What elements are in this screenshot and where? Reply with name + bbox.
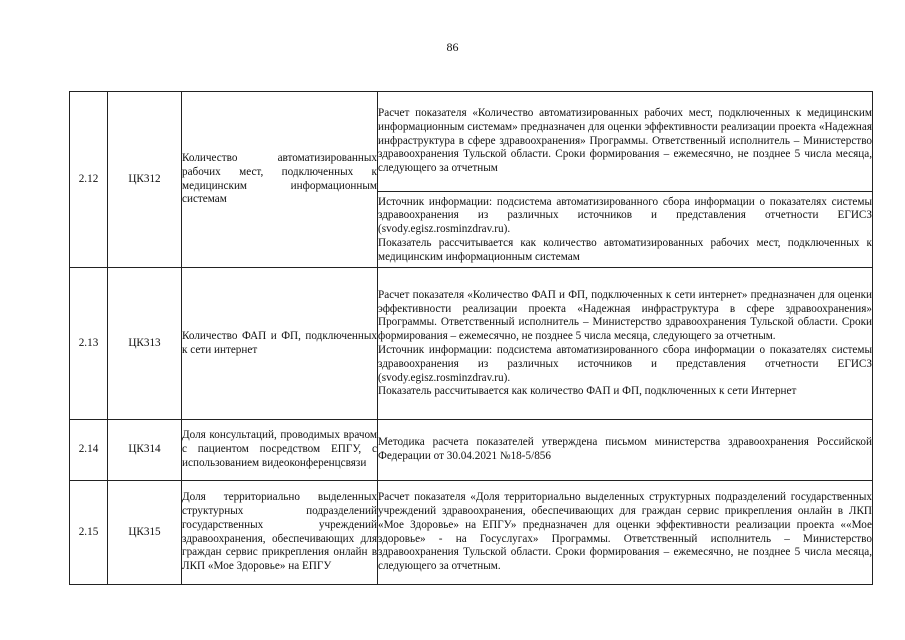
indicator-name: Количество автоматизированных рабочих мест, подключенных к медицинским информационным системам bbox=[182, 92, 378, 268]
row-number: 2.12 bbox=[70, 92, 108, 268]
table-row bbox=[70, 420, 873, 481]
source-description bbox=[378, 192, 873, 268]
table-row bbox=[70, 92, 873, 192]
method-paragraph: Показатель рассчитывается как количество ФАП и ФП, подключенных к сети Интернет bbox=[378, 385, 797, 398]
indicator-description bbox=[378, 268, 873, 420]
method-paragraph: Показатель рассчитывается как количество автоматизированных рабочих мест, подключенных к медицинским информационным системам bbox=[378, 236, 872, 263]
table-row bbox=[70, 481, 873, 585]
indicator-name: Количество ФАП и ФП, подключенных к сети интернет bbox=[182, 268, 378, 420]
indicator-code: ЦК315 bbox=[108, 481, 182, 585]
indicator-code: ЦК313 bbox=[108, 268, 182, 420]
indicator-description: Методика расчета показателей утверждена письмом министерства здравоохранения Российской Федерации от 30.04.2021 №18-5/856 bbox=[378, 420, 873, 481]
calculation-description: Расчет показателя «Количество автоматизированных рабочих мест, подключенных к медицинским информационным системам» предназначен для оценки эффективности реализации проекта «Надежная инфраструктура в сфере здравоохранения» Программы. Ответственный исполнитель – Министерство здравоохранения Тульской области. Сроки формирования – ежемесячно, не позднее 5 числа месяца, следующего за отчетным bbox=[378, 92, 873, 192]
row-number: 2.14 bbox=[70, 420, 108, 481]
indicator-code: ЦК314 bbox=[108, 420, 182, 481]
indicators-table bbox=[69, 91, 873, 585]
indicator-name: Доля территориально выделенных структурных подразделений государственных учреждений здравоохранения, обеспечивающих для граждан сервис прикрепления онлайн в ЛКП «Мое Здоровье» на ЕПГУ bbox=[182, 481, 378, 585]
table-row bbox=[70, 268, 873, 420]
row-number: 2.13 bbox=[70, 268, 108, 420]
source-paragraph: Источник информации: подсистема автоматизированного сбора информации о показателях системы здравоохранения из различных источников и представления отчетности ЕГИСЗ (svody.egisz.rosminzdrav.ru). bbox=[378, 195, 872, 236]
page-number: 86 bbox=[446, 40, 459, 54]
row-number: 2.15 bbox=[70, 481, 108, 585]
indicator-description: Расчет показателя «Доля территориально выделенных структурных подразделений государственных учреждений здравоохранения, обеспечивающих для граждан сервис прикрепления онлайн в ЛКП «Мое Здоровье» на ЕПГУ» предназначен для оценки эффективности реализации проекта ««Мое здоровье» - на Госуслугах» Программы. Ответственный исполнитель – Министерство здравоохранения Тульской области. Сроки формирования – ежемесячно, не позднее 5 числа месяца, следующего за отчетным. bbox=[378, 481, 873, 585]
indicator-code: ЦК312 bbox=[108, 92, 182, 268]
indicator-name: Доля консультаций, проводимых врачом с пациентом посредством ЕПГУ, с использованием видеоконференцсвязи bbox=[182, 420, 378, 481]
source-paragraph: Источник информации: подсистема автоматизированного сбора информации о показателях системы здравоохранения из различных источников и представления отчетности ЕГИСЗ (svody.egisz.rosminzdrav.ru). bbox=[378, 344, 872, 384]
calculation-paragraph: Расчет показателя «Количество ФАП и ФП, подключенных к сети интернет» предназначен для оценки эффективности реализации проекта «Надежная инфраструктура в сфере здравоохранения» Программы. Ответственный исполнитель – Министерство здравоохранения Тульской области. Сроки формирования – ежемесячно, не позднее 5 числа месяца, следующего за отчетным. bbox=[378, 288, 872, 343]
